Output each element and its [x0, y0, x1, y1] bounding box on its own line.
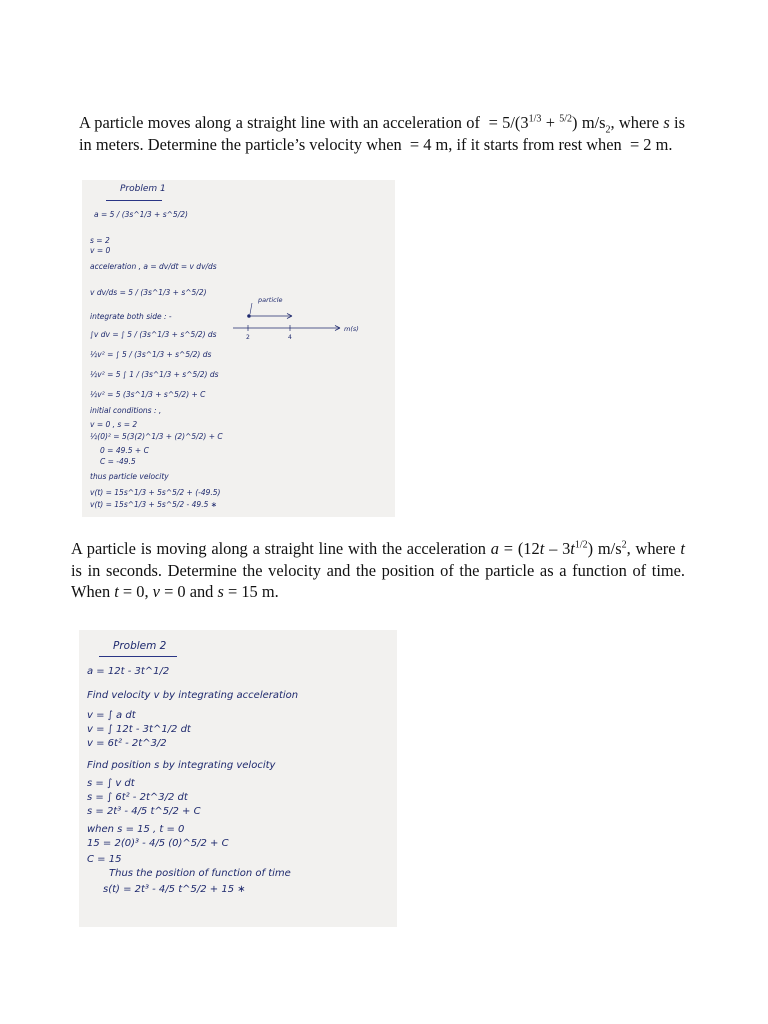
problem1-handwritten-work: Problem 1 a = 5 / (3s^1/3 + s^5/2) s = 2 v = 0 acceleration , a = dv/dt = v dv/ds v dv/ds = 5 / (3s^1/3 + s^5/2) integrate both side : - ∫v dv = ∫ 5 / (3s^1/3 + s^5/2) ds ½v² = ∫ 5 / (3s^1/3 + s^5/2) ds ½v² = 5 ∫ 1 / (3s^1/3 + s^5/2) ds ½v² = 5 (3s^1/3 + s^5/2) + C initial conditions : , v = 0 , s = 2 ½(0)² = 5(3(2)^1/3 + (2)^5/2) + C 0 = 49.5 + C C = -49.5 thus particle velocity v(t) = 15s^1/3 + 5s^5/2 + (-49.5) v(t) = 15s^1/3 + 5s^5/2 - 49.5 ∗: [82, 180, 395, 517]
problem1-statement: A particle moves along a straight line with an acceleration of = $5/(3^{1/3} + ^{5/2})$ $m/s_2$, where s is in meters. Determine the particle’s velocity when = 4 m, if it starts from rest when = 2 m.: [79, 113, 685, 154]
particle-label: particle: [258, 296, 283, 304]
problem1-work-title: Problem 1: [120, 184, 166, 194]
axis-label: m(s): [344, 325, 359, 333]
tick-label-2: 2: [246, 334, 250, 341]
particle-number-line-diagram: [228, 290, 378, 350]
problem2-statement: A particle is moving along a straight line with the acceleration $a = (12t - 3t^{1/2})$ $m/s^2$, where t is in seconds. Determine the velocity and the position of the particle as a function of time. When t = 0, v = 0 and s = 15 m.: [71, 539, 685, 601]
tick-label-4: 4: [288, 334, 292, 341]
problem2-work-title: Problem 2: [113, 640, 167, 652]
particle-dot: [247, 314, 251, 318]
problem2-handwritten-work: Problem 2 a = 12t - 3t^1/2 Find velocity v by integrating acceleration v = ∫ a dt v = ∫ 12t - 3t^1/2 dt v = 6t² - 2t^3/2 Find position s by integrating velocity s = ∫ v dt s = ∫ 6t² - 2t^3/2 dt s = 2t³ - 4/5 t^5/2 + C when s = 15 , t = 0 15 = 2(0)³ - 4/5 (0)^5/2 + C C = 15 Thus the position of function of time s(t) = 2t³ - 4/5 t^5/2 + 15 ∗: [79, 630, 397, 927]
